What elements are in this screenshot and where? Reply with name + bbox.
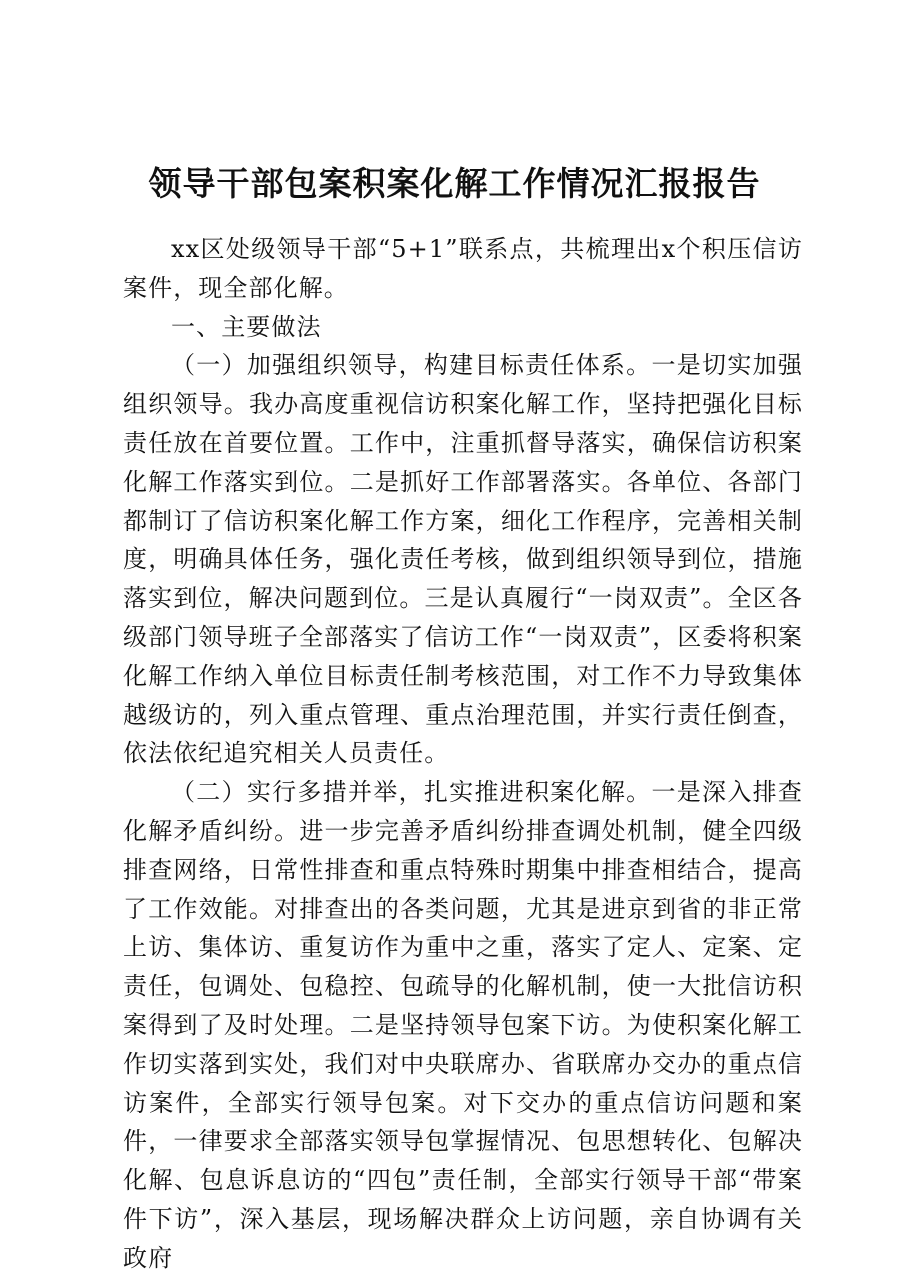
document-body [123, 230, 803, 1278]
document-title: 领导干部包案积案化解工作情况汇报报告 [148, 164, 761, 203]
section-heading-main-practices: 一、主要做法 [171, 312, 322, 341]
paragraph-multiple-measures: （二）实行多措并举，扎实推进积案化解。一是深入排查化解矛盾纠纷。进一步完善矛盾纠纷排查调处机制，健全四级排查网络，日常性排查和重点特殊时期集中排查相结合，提高了工作效能。对排查出的各类问题，尤其是进京到省的非正常上访、集体访、重复访作为重中之重，落实了定人、定案、定责任，包调处、包稳控、包疏导的化解机制，使一大批信访积案得到了及时处理。二是坚持领导包案下访。为使积案化解工作切实落到实处，我们对中央联席办、省联席办交办的重点信访案件，全部实行领导包案。对下交办的重点信访问题和案件，一律要求全部落实领导包掌握情况、包思想转化、包解决化解、包息诉息访的“四包”责任制，全部实行领导干部“带案件下访”，深入基层，现场解决群众上访问题，亲自协调有关政府 [123, 778, 803, 1272]
paragraph-organization-leadership: （一）加强组织领导，构建目标责任体系。一是切实加强组织领导。我办高度重视信访积案化解工作，坚持把强化目标责任放在首要位置。工作中，注重抓督导落实，确保信访积案化解工作落实到位。二是抓好工作部署落实。各单位、各部门都制订了信访积案化解工作方案，细化工作程序，完善相关制度，明确具体任务，强化责任考核，做到组织领导到位，措施落实到位，解决问题到位。三是认真履行“一岗双责”。全区各级部门领导班子全部落实了信访工作“一岗双责”，区委将积案化解工作纳入单位目标责任制考核范围，对工作不力导致集体越级访的，列入重点管理、重点治理范围，并实行责任倒查，依法依纪追究相关人员责任。 [123, 351, 803, 768]
paragraph-intro: xx区处级领导干部“5+1”联系点，共梳理出x个积压信访案件，现全部化解。 [123, 235, 803, 302]
